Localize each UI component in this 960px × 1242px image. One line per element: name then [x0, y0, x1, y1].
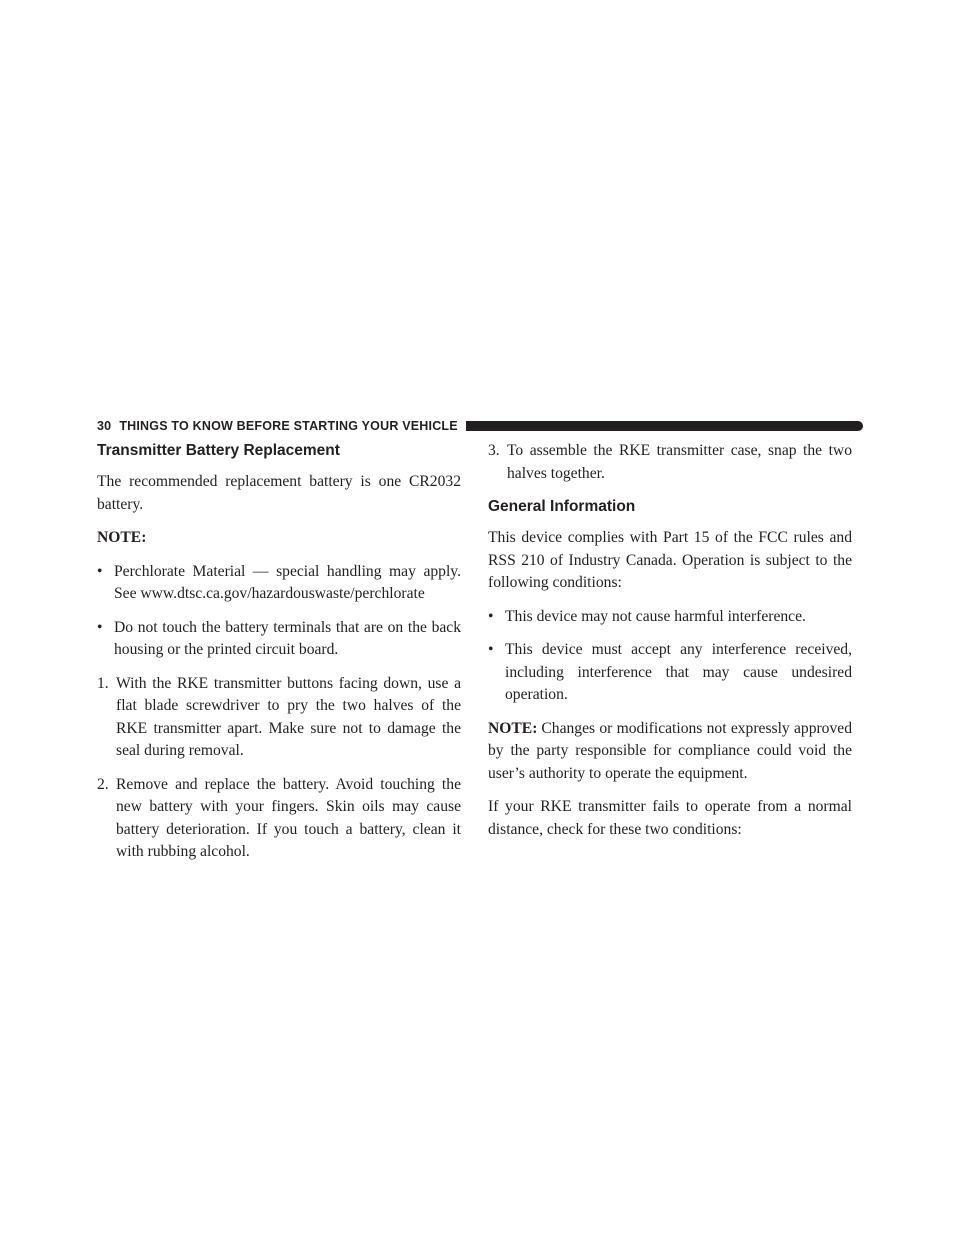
note-paragraph: [488, 718, 852, 786]
range-paragraph: If your RKE transmitter fails to operate from a normal distance, check for these two conditions:: [488, 798, 852, 838]
bullet-text: Do not touch the battery terminals that are on the back housing or the printed circuit board.: [114, 618, 461, 658]
bullet-text: This device must accept any interference received, including interference that may cause undesired operation.: [505, 641, 852, 703]
bullet-text: Perchlorate Material — special handling may apply. See www.dtsc.ca.gov/hazardouswaste/perchlorate: [114, 562, 461, 602]
note-label-text: NOTE:: [97, 529, 147, 546]
section-title: THINGS TO KNOW BEFORE STARTING YOUR VEHICLE: [119, 419, 458, 433]
compliance-paragraph: This device complies with Part 15 of the FCC rules and RSS 210 of Industry Canada. Operation is subject to the following conditions:: [488, 529, 852, 591]
note-label: [97, 527, 461, 550]
step-item: [97, 774, 461, 864]
bullet-item: [488, 639, 852, 707]
bullet-icon: •: [488, 641, 494, 658]
note-label-text: NOTE:: [488, 719, 538, 737]
step-item: [488, 440, 852, 485]
bullet-icon: •: [97, 562, 103, 580]
bullet-icon: •: [97, 618, 103, 636]
heading-general-information: General Information: [488, 498, 636, 515]
step-number: 3.: [488, 442, 500, 459]
step-item: [97, 673, 461, 763]
step-text: With the RKE transmitter buttons facing down, use a flat blade screwdriver to pry the two halves of the RKE transmitter apart. Make sure not to damage the seal during removal.: [116, 674, 461, 759]
page-header: [97, 417, 863, 435]
bullet-text: This device may not cause harmful interference.: [505, 607, 806, 625]
step-text: Remove and replace the battery. Avoid touching the new battery with your fingers. Skin oils may cause battery deterioration. If you touch a battery, clean it with rubbing alcohol.: [116, 775, 461, 860]
step-number: 2.: [97, 775, 109, 793]
note-text: Changes or modifications not expressly approved by the party responsible for compliance could void the user’s authority to operate the equipment.: [488, 719, 852, 782]
right-column: [488, 440, 852, 852]
bullet-item: [97, 617, 461, 662]
bullet-item: [488, 606, 852, 629]
header-rule: [466, 421, 863, 431]
step-text: To assemble the RKE transmitter case, snap the two halves together.: [507, 442, 852, 482]
page-number: 30: [97, 419, 112, 433]
intro-paragraph: The recommended replacement battery is one CR2032 battery.: [97, 473, 461, 513]
bullet-item: [97, 561, 461, 606]
bullet-icon: •: [488, 607, 494, 625]
heading-battery-replacement: Transmitter Battery Replacement: [97, 442, 340, 459]
step-number: 1.: [97, 674, 109, 692]
left-column: [97, 440, 461, 875]
